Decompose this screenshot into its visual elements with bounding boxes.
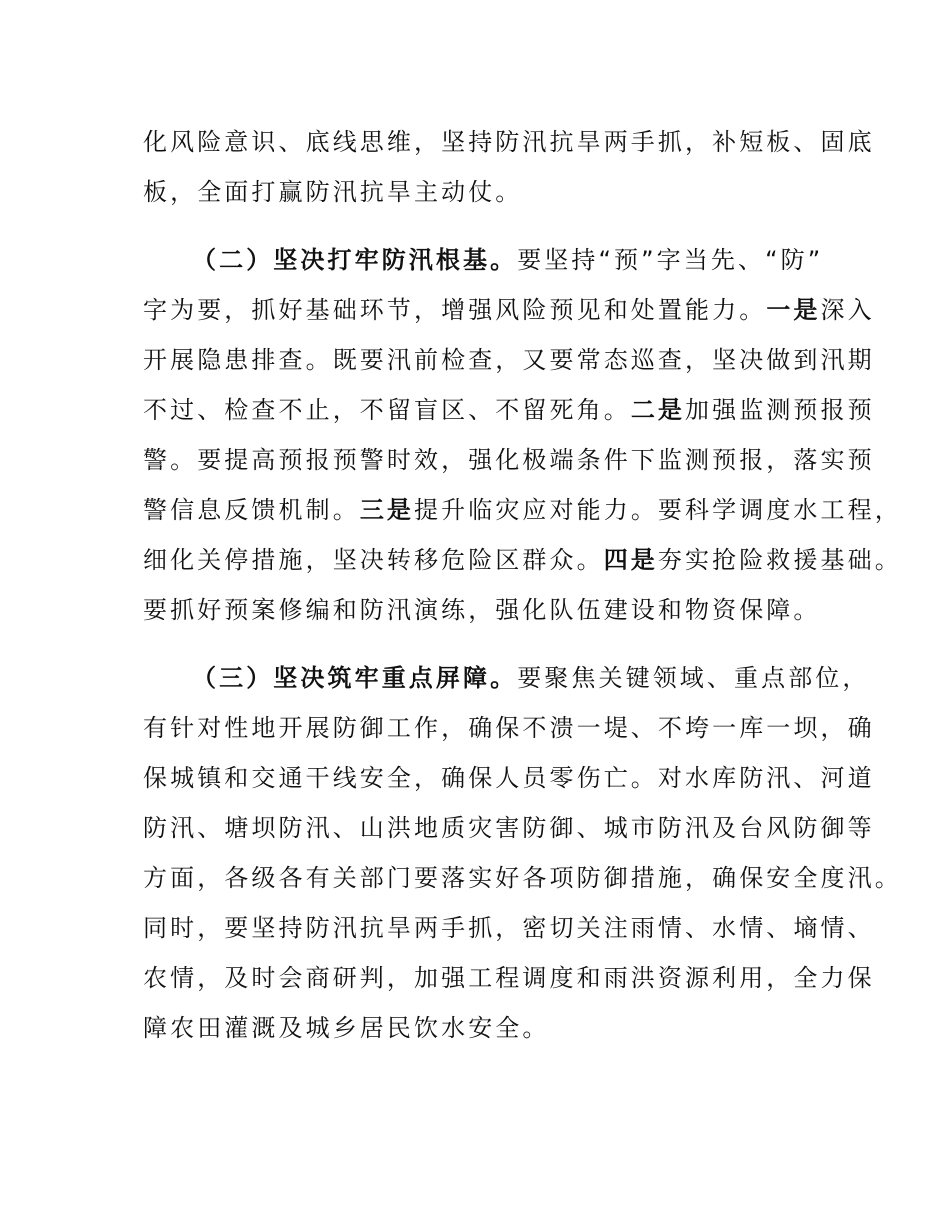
text-line bbox=[143, 395, 875, 425]
text-run: 开展隐患排查。既要汛前检查，又要常态巡查，坚决做到汛期 bbox=[143, 346, 875, 374]
text-line bbox=[143, 763, 875, 793]
text-line bbox=[143, 713, 875, 743]
section-heading: （三）坚决筑牢重点屏障。 bbox=[192, 664, 518, 692]
text-line bbox=[192, 245, 823, 275]
bold-term: 三是 bbox=[359, 496, 415, 524]
bold-term: 二是 bbox=[630, 396, 686, 424]
text-run: 同时，要坚持防汛抗旱两手抓，密切关注雨情、水情、墒情、 bbox=[143, 914, 875, 942]
text-line bbox=[143, 295, 875, 325]
text-run: 农情，及时会商研判，加强工程调度和雨洪资源利用，全力保 bbox=[143, 964, 875, 992]
text-run: 要坚持“预”字当先、“防” bbox=[517, 246, 824, 274]
text-line bbox=[143, 963, 875, 993]
text-line bbox=[143, 545, 902, 575]
text-line bbox=[143, 595, 821, 625]
text-run: 夯实抢险救援基础。 bbox=[657, 546, 902, 574]
text-run: 要聚焦关键领域、重点部位， bbox=[517, 664, 870, 692]
bold-term: 四是 bbox=[603, 546, 658, 574]
text-line bbox=[143, 345, 875, 375]
text-run: 加强监测预报预 bbox=[685, 396, 875, 424]
text-line bbox=[143, 495, 902, 525]
text-run: 深入 bbox=[820, 296, 875, 324]
text-run: 方面，各级各有关部门要落实好各项防御措施，确保安全度汛。 bbox=[143, 864, 902, 892]
text-run: 提升临灾应对能力。要科学调度水工程， bbox=[414, 496, 902, 524]
text-run: 保城镇和交通干线安全，确保人员零伤亡。对水库防汛、河道 bbox=[143, 764, 875, 792]
bold-term: 一是 bbox=[766, 296, 821, 324]
text-line bbox=[192, 663, 870, 693]
section-heading: （二）坚决打牢防汛根基。 bbox=[192, 246, 518, 274]
text-line bbox=[143, 177, 522, 207]
text-line bbox=[143, 863, 902, 893]
text-line bbox=[143, 813, 875, 843]
text-line bbox=[143, 913, 875, 943]
text-line bbox=[143, 1013, 550, 1043]
text-run: 警信息反馈机制。 bbox=[143, 496, 360, 524]
text-line bbox=[143, 127, 875, 157]
text-run: 防汛、塘坝防汛、山洪地质灾害防御、城市防汛及台风防御等 bbox=[143, 814, 875, 842]
text-run: 化风险意识、底线思维，坚持防汛抗旱两手抓，补短板、固底 bbox=[143, 128, 875, 156]
text-run: 障农田灌溉及城乡居民饮水安全。 bbox=[143, 1014, 550, 1042]
text-run: 要抓好预案修编和防汛演练，强化队伍建设和物资保障。 bbox=[143, 596, 821, 624]
text-run: 细化关停措施，坚决转移危险区群众。 bbox=[143, 546, 604, 574]
text-run: 不过、检查不止，不留盲区、不留死角。 bbox=[143, 396, 631, 424]
text-run: 有针对性地开展防御工作，确保不溃一堤、不垮一库一坝，确 bbox=[143, 714, 875, 742]
text-run: 字为要，抓好基础环节，增强风险预见和处置能力。 bbox=[143, 296, 767, 324]
text-run: 警。要提高预报预警时效，强化极端条件下监测预报，落实预 bbox=[143, 446, 875, 474]
text-line bbox=[143, 445, 875, 475]
text-run: 板，全面打赢防汛抗旱主动仗。 bbox=[143, 178, 523, 206]
